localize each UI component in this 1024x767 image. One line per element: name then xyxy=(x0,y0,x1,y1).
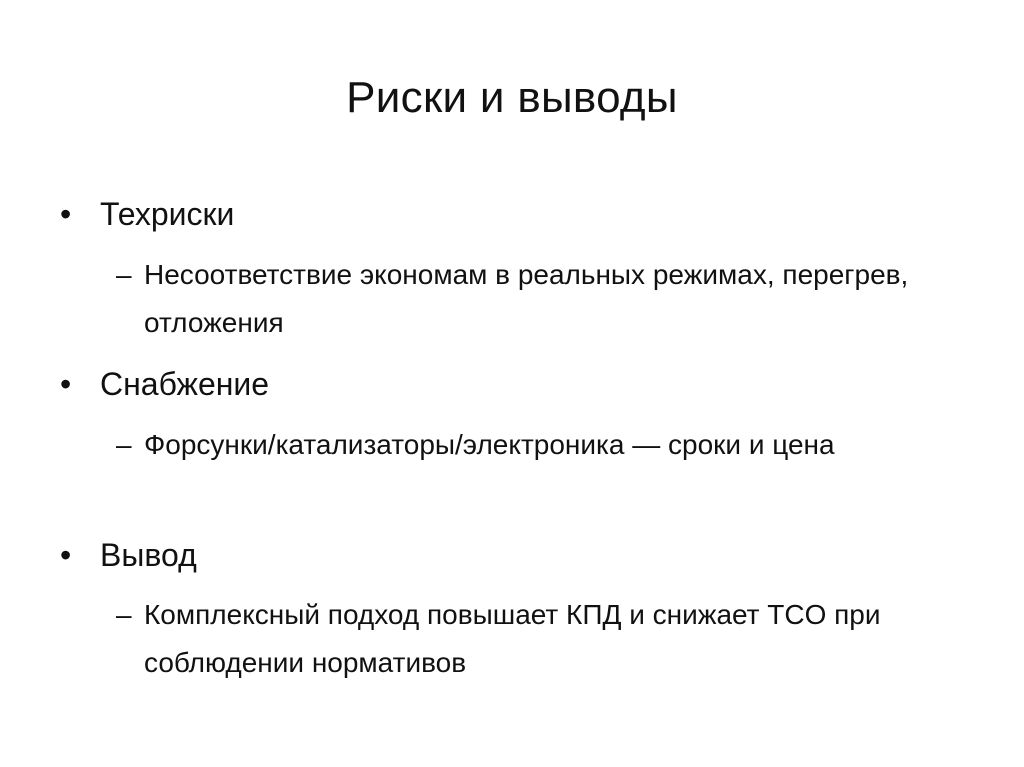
bullet-label: Вывод xyxy=(100,537,197,573)
bullet-dot-icon: • xyxy=(60,196,72,232)
dash-icon: – xyxy=(116,599,132,630)
dash-icon: – xyxy=(116,429,132,460)
sub-bullet-text: Несоответствие экономам в реальных режимах, перегрев, отложения xyxy=(144,259,909,338)
bullet-dot-icon: • xyxy=(60,366,72,402)
sub-bullet-text: Форсунки/катализаторы/электроника — сроки и цена xyxy=(144,429,835,460)
bullet-label: Снабжение xyxy=(100,366,270,402)
slide-title: Риски и выводы xyxy=(346,73,678,122)
bullet-dot-icon: • xyxy=(60,537,72,573)
dash-icon: – xyxy=(116,259,132,290)
bullet-label: Техриски xyxy=(100,196,235,232)
sub-bullet-text: Комплексный подход повышает КПД и снижает TCO при соблюдении нормативов xyxy=(144,599,881,678)
